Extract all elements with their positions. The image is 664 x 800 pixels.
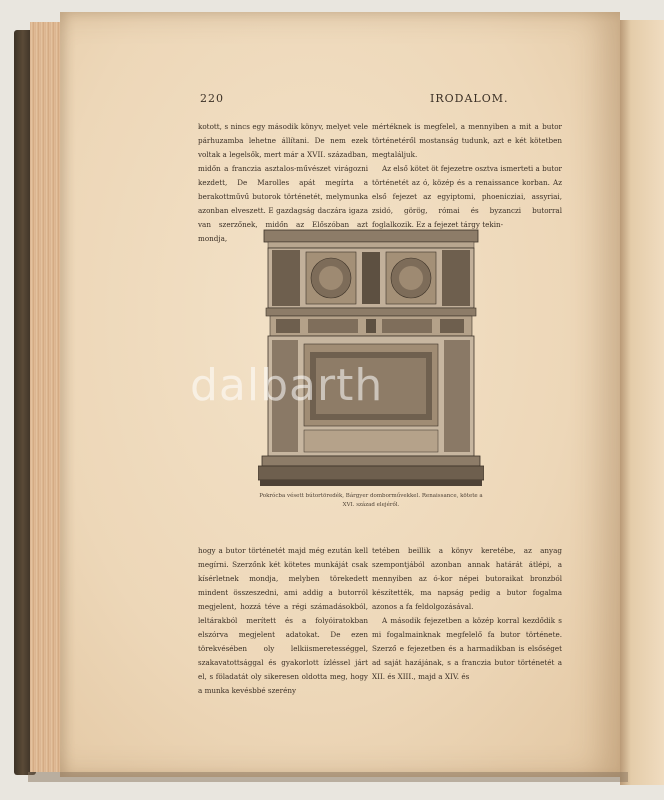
paragraph: tetében beillik a könyv keretébe, az anyag szempontjából azonban annak határát átlépi, a mennyiben az ó-kor népei butoraikat bronzból készítették, ma napság pedig a butor fogalma azonos a fa feldolgozásával. xyxy=(372,546,562,611)
paragraph: mértéknek is megfelel, a mennyiben a mit a butor történetéről mostanság tudunk, azt e két kötetben megtaláljuk. xyxy=(372,122,562,159)
text-column-bottom-right xyxy=(372,544,562,684)
figure-caption: Pokrócba vésett bútortöredék, Bárgyer domborművekkel. Renaissance, kötete a XVI. század elejéről. xyxy=(259,493,483,508)
paragraph: Az első kötet öt fejezetre osztva ismerteti a butor történetét az ó, közép és a renaissance korban. Az első fejezet az egyiptomi, phoenicziai, assyriai, zsidó, görög, római és byzanczi butorral foglalkozik. Ez a fejezet tárgy tekin- xyxy=(372,164,562,229)
watermark: dalbarth xyxy=(190,360,384,411)
facing-page-edge xyxy=(620,20,664,785)
paragraph: hogy a butor történetét majd még ezután kell megírni. Szerzőnk két kötetes munkáját csak kísérletnek mondja, melyben törekedett mindent összeszedni, ami addig a butorról megjelent, hozzá téve a régi számadásokból, leltárakból merített és a folyóiratokban elszórva megjelent adatokat. De ezen törekvésében oly lelkiismeretességgel, szakavatottsággal és gyakorlott ízléssel járt el, s föladatát oly sikeresen oldotta meg, hogy a munka kevésbbé szerény xyxy=(198,546,368,695)
paragraph: kotott, s nincs egy második könyv, melyet vele párhuzamba lehetne állítani. De nem ezek voltak a legelsők, mert már a XVII. században, midőn a franczia asztalos-művészet virágozni kezdett, De Marolles apát megírta a berakottművű butorok történetét, melymunka azonban elveszett. E gazdagság daczára igaza van szerzőnek, midőn az Előszóban azt mondja, xyxy=(198,122,368,243)
book-bottom-edge xyxy=(28,772,628,782)
page-edges xyxy=(30,22,60,772)
running-title: IRODALOM. xyxy=(430,92,509,105)
text-column-bottom-left xyxy=(198,544,368,698)
text-column-top-right xyxy=(372,120,562,232)
paragraph: A második fejezetben a közép korral kezdődik s mi fogalmainknak megfelelő fa butor története. Szerző e fejezetben és a harmadikban is elsőséget ad saját hazájának, s a franczia butor történetét a XII. és XIII., majd a XIV. és xyxy=(372,616,562,681)
page-number: 220 xyxy=(200,92,224,105)
